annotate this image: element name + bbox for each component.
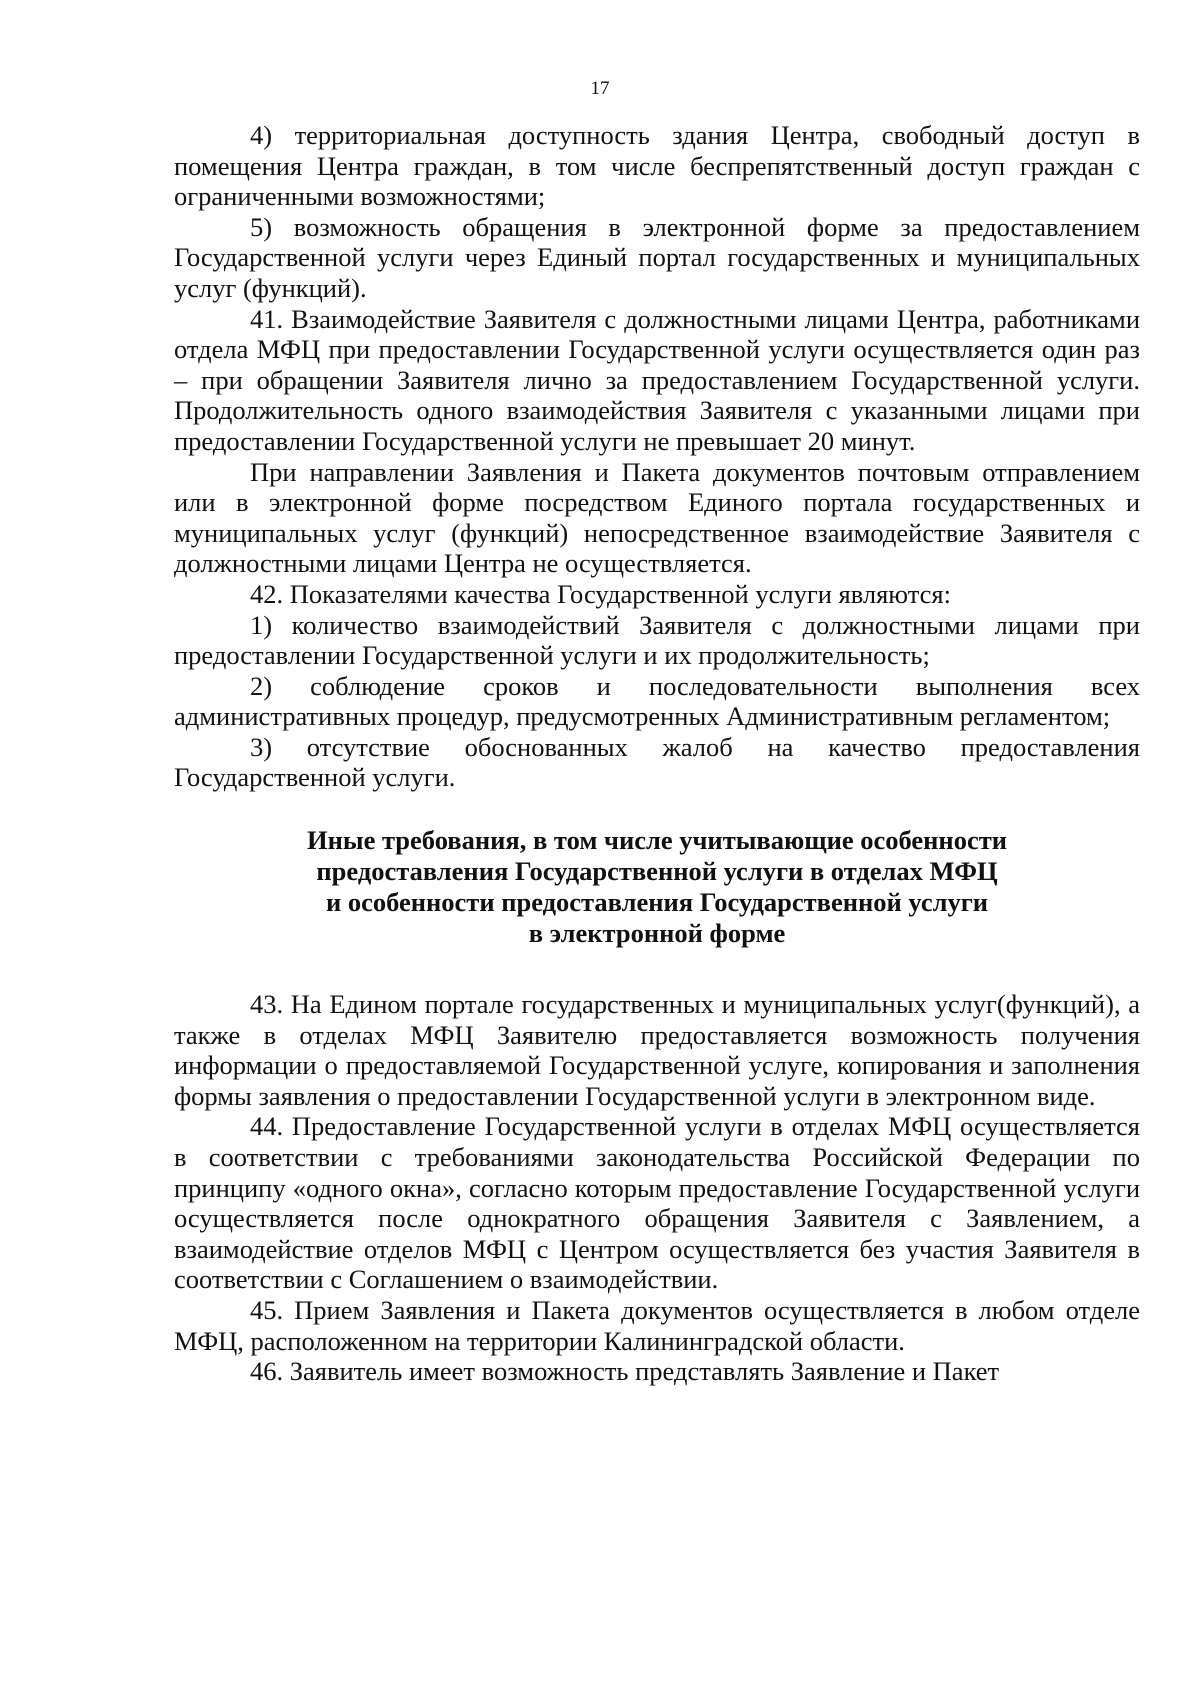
paragraph-item-4: 4) территориальная доступность здания Центра, свободный доступ в помещения Центра граждан, в том числе беспрепятственный доступ граждан с ограниченными возможностями; <box>174 120 1140 212</box>
document-body <box>174 120 1140 1387</box>
paragraph-42-item-1: 1) количество взаимодействий Заявителя с должностными лицами при предоставлении Государственной услуги и их продолжительность; <box>174 609 1140 671</box>
paragraph-item-5: 5) возможность обращения в электронной форме за предоставлением Государственной услуги через Единый портал государственных и муниципальных услуг (функций). <box>174 211 1140 303</box>
section-heading-line: предоставления Государственной услуги в отделах МФЦ <box>316 856 998 887</box>
page-number: 17 <box>590 78 610 99</box>
section-heading-line: Иные требования, в том числе учитывающие особенности <box>307 825 1007 856</box>
paragraph-44: 44. Предоставление Государственной услуги в отделах МФЦ осуществляется в соответствии с требованиями законодательства Российской Федерации по принципу «одного окна», согласно которым предоставление Государственной услуги осуществляется после однократного обращения Заявителя с Заявлением, а взаимодействие отделов МФЦ с Центром осуществляется без участия Заявителя в соответствии с Соглашением о взаимодействии. <box>174 1111 1140 1295</box>
paragraph-46: 46. Заявитель имеет возможность представлять Заявление и Пакет <box>250 1356 1000 1387</box>
paragraph-42: 42. Показателями качества Государственной услуги являются: <box>250 578 951 609</box>
section-heading <box>174 825 1140 949</box>
paragraph-43: 43. На Едином портале государственных и муниципальных услуг(функций), а также в отделах МФЦ Заявителю предоставляется возможность получения информации о предоставляемой Государственной услуге, копирования и заполнения формы заявления о предоставлении Государственной услуги в электронном виде. <box>174 989 1140 1111</box>
paragraph-41: 41. Взаимодействие Заявителя с должностными лицами Центра, работниками отдела МФЦ при предоставлении Государственной услуги осуществляется один раз – при обращении Заявителя лично за предоставлением Государственной услуги. Продолжительность одного взаимодействия Заявителя с указанными лицами при предоставлении Государственной услуги не превышает 20 минут. <box>174 303 1140 456</box>
section-heading-line: и особенности предоставления Государственной услуги <box>325 887 989 918</box>
paragraph-42-item-3: 3) отсутствие обоснованных жалоб на качество предоставления Государственной услуги. <box>174 731 1140 793</box>
paragraph-42-item-2: 2) соблюдение сроков и последовательности выполнения всех административных процедур, предусмотренных Административным регламентом; <box>174 670 1140 732</box>
paragraph-41-continued: При направлении Заявления и Пакета документов почтовым отправлением или в электронной форме посредством Единого портала государственных и муниципальных услуг (функций) непосредственное взаимодействие Заявителя с должностными лицами Центра не осуществляется. <box>174 456 1140 579</box>
paragraph-45: 45. Прием Заявления и Пакета документов осуществляется в любом отделе МФЦ, расположенном на территории Калининградской области. <box>174 1295 1140 1356</box>
section-heading-line: в электронной форме <box>528 918 786 949</box>
